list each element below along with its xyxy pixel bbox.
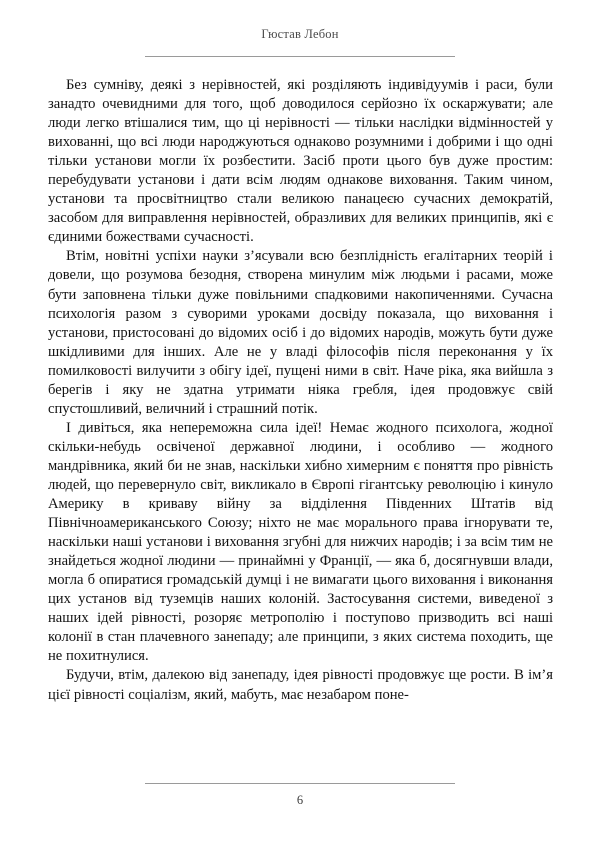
running-head: Гюстав Лебон [261,27,339,41]
body-text-block [48,76,553,705]
paragraph: Без сумніву, деякі з нерівностей, які розділяють індивідуумів і раси, були занадто очевидними для того, щоб доводилося серйозно їх оскаржувати; але люди легко втішалися тим, що ці нерівності — тільки наслідки відмінностей у вихованні, що всі люди народжуються однаково розумними і добрими і що одні тільки установи могли їх розбестити. Засіб проти цього був дуже простим: перебудувати установи і дати всім людям однакове виховання. Таким чином, установи та просвітництво стали великою панацеєю сучасних демократій, засобом для виправлення нерівностей, образливих для великих принципів, які є єдиними божествами сучасності. [48,77,553,246]
page-number: 6 [296,793,304,807]
footer-rule [145,783,455,784]
paragraph: Втім, новітні успіхи науки з’ясували всю безплідність егалітарних теорій і довели, що розумова безодня, створена минулим між людьми і расами, може бути заповнена тільки дуже повільними спадковими накопиченнями. Сучасна психологія разом з суворими уроками досвіду показала, що виховання і установи, пристосовані до відомих осіб і до відомих народів, можуть бути дуже шкідливими для інших. Але не у владі філософів після переконання у їх помилковості вилучити з обігу ідеї, пущені ними в світ. Наче ріка, яка вийшла з берегів і яку не здатна утримати ніяка гребля, ідея продовжує свій спустошливий, величний і страшний потік. [48,248,553,417]
paragraph: І дивіться, яка непереможна сила ідеї! Немає жодного психолога, жодної скільки-небудь освіченої державної людини, і особливо — жодного мандрівника, який би не знав, наскільки хибно химерним є поняття про рівність людей, що перевернуло світ, викликало в Європі гігантську революцію і кинуло Америку в криваву війну за відділення Південних Штатів від Північноамериканського Союзу; ніхто не має морального права ігнорувати те, наскільки наші установи і виховання згубні для нижчих народів; і за всім тим не знайдеться жодної людини — принаймні у Франції, — яка б, досягнувши влади, могла б опиратися громадській думці і не вимагати цього виховання і виконання цих установ від туземців наших колоній. Застосування системи, виведеної з наших ідей рівності, розоряє метрополію і поступово призводить всі наші колонії в стан плачевного занепаду; але принципи, з яких система походить, ще не похитнулися. [48,419,553,665]
header-rule [145,56,455,57]
paragraph: Будучи, втім, далекою від занепаду, ідея рівності продовжує ще рости. В ім’я цієї рівності соціалізм, який, мабуть, має незабаром поне- [48,667,553,703]
